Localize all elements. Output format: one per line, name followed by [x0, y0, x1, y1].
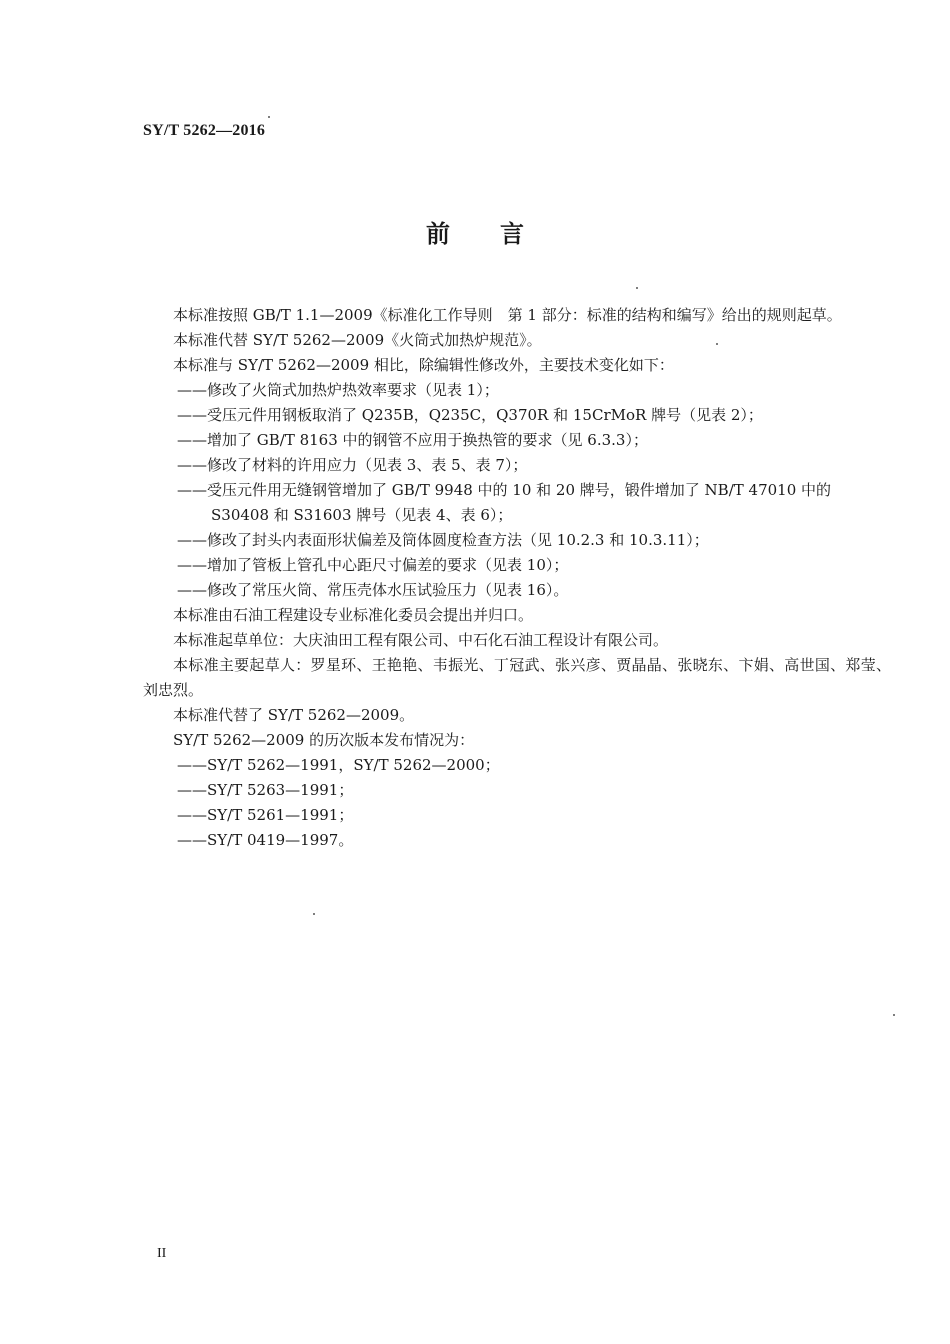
change-item: ——修改了材料的许用应力（见表 3、表 5、表 7）；: [177, 456, 528, 474]
paragraph: 本标准按照 GB/T 1.1—2009《标准化工作导则 第 1 部分：标准的结构和编写》给出的规则起草。: [173, 306, 842, 324]
history-item: ——SY/T 5263—1991；: [177, 781, 354, 799]
change-item: ——受压元件用钢板取消了 Q235B，Q235C，Q370R 和 15CrMoR 牌号（见表 2）；: [177, 406, 763, 424]
change-item: ——修改了常压火筒、常压壳体水压试验压力（见表 16）。: [177, 581, 569, 599]
change-item: ——修改了封头内表面形状偏差及筒体圆度检查方法（见 10.2.3 和 10.3.11）；: [177, 531, 709, 549]
history-item: ——SY/T 5262—1991，SY/T 5262—2000；: [177, 756, 500, 774]
title-char-1: 前: [426, 220, 450, 248]
history-item: ——SY/T 5261—1991；: [177, 806, 354, 824]
preface-body: [143, 303, 891, 853]
paragraph: 本标准代替了 SY/T 5262—2009。: [173, 706, 415, 724]
paragraph: SY/T 5262—2009 的历次版本发布情况为：: [173, 731, 475, 749]
page-number: II: [157, 1246, 167, 1261]
scan-speck: [716, 343, 718, 345]
change-item: ——修改了火筒式加热炉热效率要求（见表 1）；: [177, 381, 499, 399]
paragraph: 本标准代替 SY/T 5262—2009《火筒式加热炉规范》。: [173, 331, 542, 349]
scan-speck: [313, 913, 315, 915]
page-title: [0, 214, 950, 249]
scan-speck: [636, 287, 638, 289]
scan-speck: [268, 116, 270, 118]
change-item: ——增加了 GB/T 8163 中的钢管不应用于换热管的要求（见 6.3.3）；: [177, 431, 648, 449]
history-item: ——SY/T 0419—1997。: [177, 831, 354, 849]
document-code: SY/T 5262—2016: [143, 122, 266, 139]
change-item: ——增加了管板上管孔中心距尺寸偏差的要求（见表 10）；: [177, 556, 569, 574]
paragraph: 本标准由石油工程建设专业标准化委员会提出并归口。: [173, 606, 534, 624]
paragraph: 本标准与 SY/T 5262—2009 相比，除编辑性修改外，主要技术变化如下：: [173, 356, 674, 374]
scan-speck: [893, 1014, 895, 1016]
paragraph: 本标准主要起草人：罗星环、王艳艳、韦振光、丁冠武、张兴彦、贾晶晶、张晓东、卞娟、高世国、郑莹、刘忠烈。: [143, 656, 891, 699]
paragraph: 本标准起草单位：大庆油田工程有限公司、中石化石油工程设计有限公司。: [173, 631, 669, 649]
title-char-2: 言: [500, 220, 524, 248]
change-item: ——受压元件用无缝钢管增加了 GB/T 9948 中的 10 和 20 牌号，锻件增加了 NB/T 47010 中的 S30408 和 S31603 牌号（见表 4、表 6）；: [177, 481, 832, 524]
